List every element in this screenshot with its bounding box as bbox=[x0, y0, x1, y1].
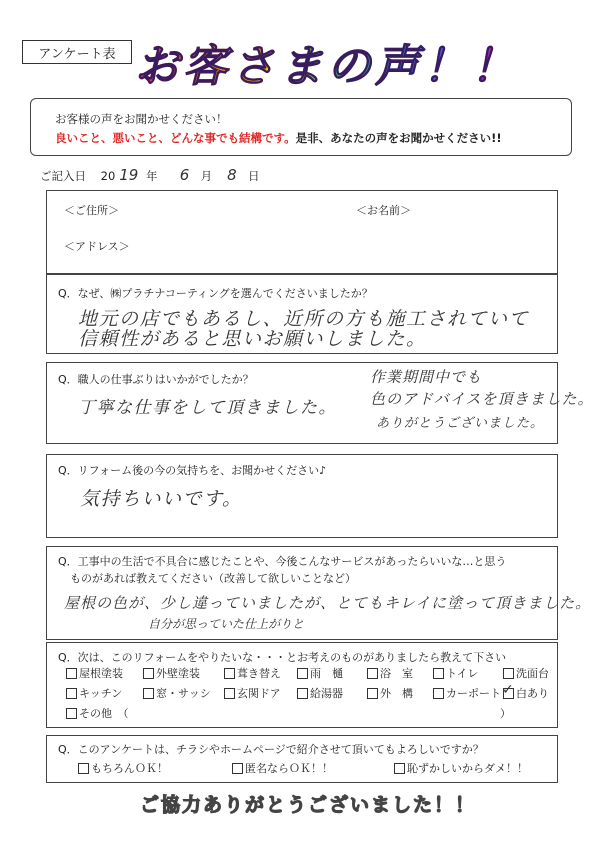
thanks-message: ご協力ありがとうございました！！ bbox=[140, 794, 477, 816]
name-label: ＜お名前＞ bbox=[356, 204, 411, 217]
q5-option-label: 屋根塗装 bbox=[79, 667, 123, 680]
q5-option[interactable] bbox=[66, 665, 123, 681]
q1-question: Q．なぜ、㈱プラチナコーティングを選んでくださいましたか？ bbox=[58, 287, 373, 300]
q4-answer-line1: 屋根の色が、少し違っていましたが、とてもキレイに塗って頂きました。 bbox=[64, 594, 592, 612]
q5-option-label: その他 （ bbox=[79, 707, 129, 720]
q5-option[interactable] bbox=[224, 665, 281, 681]
q5-option[interactable] bbox=[224, 685, 281, 701]
q5-option-label: 白あり bbox=[516, 687, 549, 700]
q5-option-label: 浴 室 bbox=[380, 667, 413, 680]
q5-option-label: 雨 樋 bbox=[310, 667, 343, 680]
q4-question-line1: Q．工事中の生活で不具合に感じたことや、今後こんなサービスがあったらいいな…と思う bbox=[58, 555, 507, 568]
checkbox[interactable] bbox=[297, 688, 308, 699]
q2-answer-right1: 作業期間中でも bbox=[370, 368, 483, 386]
checkbox[interactable] bbox=[78, 763, 89, 774]
checkbox[interactable] bbox=[503, 688, 514, 699]
year-unit: 年 bbox=[146, 169, 158, 183]
q5-option-label: 洗面台 bbox=[516, 667, 549, 680]
checkbox[interactable] bbox=[433, 668, 444, 679]
q2-answer-right3: ありがとうございました。 bbox=[376, 416, 545, 431]
q5-option[interactable] bbox=[367, 685, 413, 701]
page-title: お客さまの声！！ bbox=[135, 30, 519, 94]
q6-option[interactable] bbox=[232, 760, 333, 776]
checkbox[interactable] bbox=[367, 688, 378, 699]
q3-answer: 気持ちいいです。 bbox=[80, 488, 243, 510]
q5-option[interactable] bbox=[433, 665, 478, 681]
checkbox[interactable] bbox=[66, 668, 77, 679]
q6-option[interactable] bbox=[78, 760, 168, 776]
q5-option[interactable] bbox=[297, 665, 343, 681]
q5-other-close: ） bbox=[500, 707, 511, 720]
checkbox[interactable] bbox=[503, 668, 514, 679]
q2-answer-right2: 色のアドバイスを頂きました。 bbox=[370, 390, 594, 408]
q6-question: Q．このアンケートは、チラシやホームページで紹介させて頂いてもよろしいですか？ bbox=[58, 743, 484, 756]
q6-option[interactable] bbox=[394, 760, 528, 776]
q2-question: Q．職人の仕事ぶりはいかがでしたか？ bbox=[58, 373, 254, 386]
checkbox[interactable] bbox=[224, 688, 235, 699]
q3-question: Q．リフォーム後の今の気持ちを、お聞かせください♪ bbox=[58, 464, 327, 477]
q6-option-label: 恥ずかしいからダメ！！ bbox=[407, 762, 528, 775]
q5-option-label: キッチン bbox=[79, 687, 123, 700]
q1-answer-line1: 地元の店でもあるし、近所の方も施工されていて bbox=[78, 308, 530, 330]
intro-line2 bbox=[55, 130, 502, 146]
q5-option-label: 玄関ドア bbox=[237, 687, 281, 700]
q4-answer-line2: 自分が思っていた仕上がりと bbox=[148, 617, 305, 631]
address-box bbox=[46, 190, 558, 274]
q5-option-label: 外 構 bbox=[380, 687, 413, 700]
q5-option[interactable] bbox=[66, 705, 129, 721]
checkbox[interactable] bbox=[433, 688, 444, 699]
checkbox[interactable] bbox=[367, 668, 378, 679]
year-prefix: 20 bbox=[100, 169, 116, 183]
q5-question: Q．次は、このリフォームをやりたいな・・・とお考えのものがありましたら教えて下さい bbox=[58, 651, 507, 664]
month-handwritten: 6 bbox=[179, 166, 190, 184]
year-handwritten: 19 bbox=[119, 166, 139, 184]
q5-option-label: 葺き替え bbox=[237, 667, 281, 680]
checkbox[interactable] bbox=[143, 688, 154, 699]
email-label: ＜アドレス＞ bbox=[64, 240, 130, 253]
checkbox[interactable] bbox=[232, 763, 243, 774]
checkbox[interactable] bbox=[66, 688, 77, 699]
q5-option[interactable] bbox=[143, 665, 200, 681]
checkbox[interactable] bbox=[143, 668, 154, 679]
intro-line2-red: 良いこと、悪いこと、どんな事でも結構です。 bbox=[55, 131, 296, 145]
q5-option-label: 給湯器 bbox=[310, 687, 343, 700]
checkbox[interactable] bbox=[66, 708, 77, 719]
day-handwritten: 8 bbox=[227, 166, 237, 184]
q5-option-label: トイレ bbox=[446, 667, 479, 680]
checkbox[interactable] bbox=[394, 763, 405, 774]
month-unit: 月 bbox=[200, 169, 213, 183]
q5-option[interactable] bbox=[503, 665, 549, 681]
q5-option[interactable] bbox=[367, 665, 413, 681]
entry-date bbox=[40, 166, 259, 184]
q6-option-label: もちろんＯＫ！ bbox=[91, 762, 168, 775]
q1-answer-line2: 信頼性があると思いお願いしました。 bbox=[78, 328, 427, 350]
entry-date-label: ご記入日 bbox=[40, 169, 86, 183]
q5-option[interactable] bbox=[433, 685, 501, 701]
q5-option-label: 窓・サッシ bbox=[156, 687, 211, 700]
q5-option[interactable] bbox=[66, 685, 122, 701]
intro-banner bbox=[30, 98, 572, 156]
q5-option-label: 外壁塗装 bbox=[156, 667, 200, 680]
checkbox[interactable] bbox=[224, 668, 235, 679]
q6-option-label: 匿名ならＯＫ！！ bbox=[245, 762, 333, 775]
q2-answer-left: 丁寧な仕事をして頂きました。 bbox=[78, 398, 337, 418]
checkbox[interactable] bbox=[297, 668, 308, 679]
q5-option-label: カーポート bbox=[446, 687, 501, 700]
q4-question-line2: ものがあれば教えてください（改善して欲しいことなど） bbox=[70, 572, 356, 585]
survey-tag: アンケート表 bbox=[22, 40, 132, 64]
q5-option[interactable] bbox=[503, 685, 549, 701]
q5-option[interactable] bbox=[143, 685, 211, 701]
address-label: ＜ご住所＞ bbox=[64, 204, 119, 217]
intro-line2-rest: 是非、あなたの声をお聞かせください!! bbox=[295, 131, 502, 145]
q5-option[interactable] bbox=[297, 685, 343, 701]
day-unit: 日 bbox=[247, 169, 260, 183]
intro-line1: お客様の声をお聞かせください！ bbox=[55, 112, 228, 126]
